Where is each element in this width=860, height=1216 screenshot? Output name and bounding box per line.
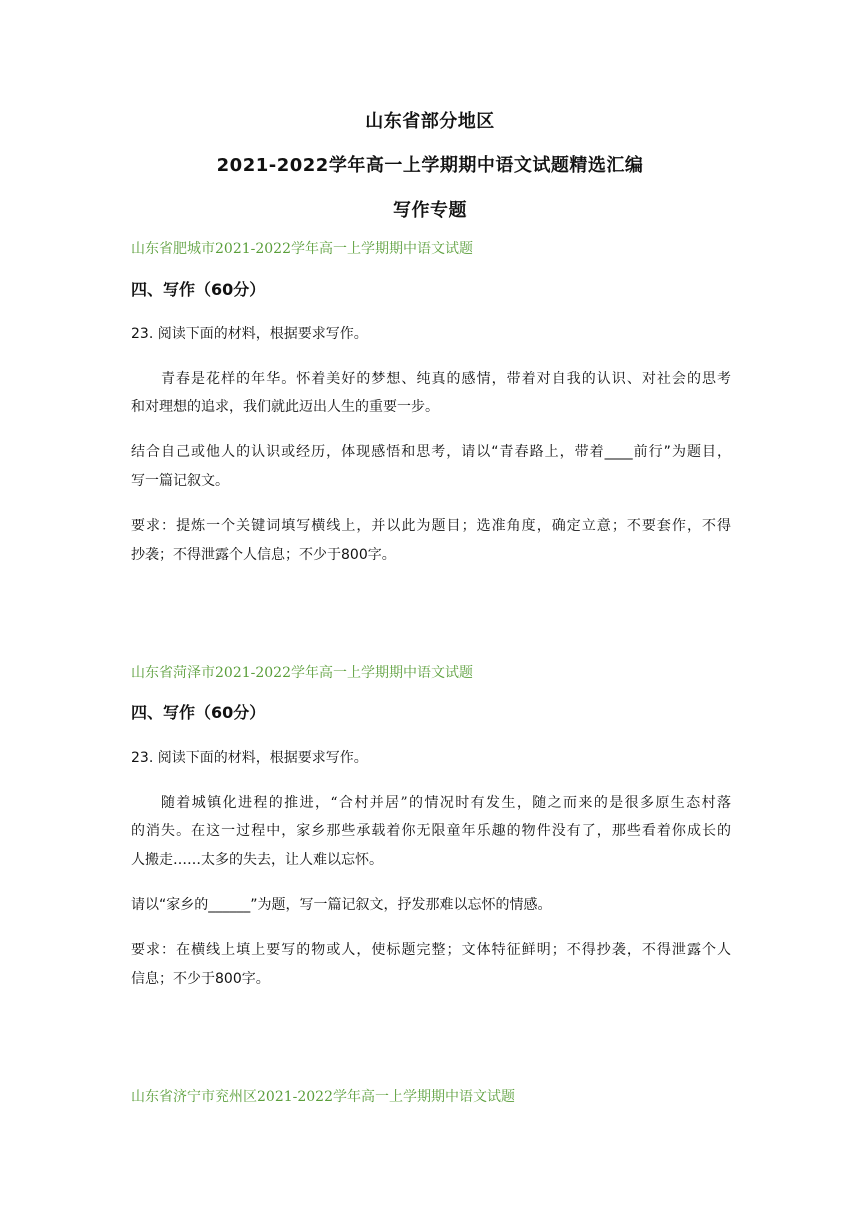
section-2-heading: 四、写作（60分） [131,703,266,722]
section-1-requirement-line-1: 要求：提炼一个关键词填写横线上，并以此为题目；选准角度，确定立意；不要套作，不得 [131,518,731,534]
section-2-requirement-line-1: 要求：在横线上填上要写的物或人，使标题完整；文体特征鲜明；不得抄袭，不得泄露个人 [131,942,731,958]
section-2-source: 山东省菏泽市2021-2022学年高一上学期期中语文试题 [131,665,473,681]
section-1-prompt-line-2: 写一篇记叙文。 [131,473,229,489]
section-2-question: 23. 阅读下面的材料，根据要求写作。 [131,750,368,766]
section-1-heading: 四、写作（60分） [131,280,266,299]
section-2-material-line-2: 的消失。在这一过程中，家乡那些承载着你无限童年乐趣的物件没有了，那些看着你成长的 [131,823,731,839]
section-2-requirement-line-2: 信息；不少于800字。 [131,971,270,987]
section-1-source: 山东省肥城市2021-2022学年高一上学期期中语文试题 [131,241,473,257]
doc-title-topic: 写作专题 [393,200,467,221]
section-1-requirement-line-2: 抄袭；不得泄露个人信息；不少于800字。 [131,547,396,563]
section-2-prompt-line-1: 请以“家乡的______”为题，写一篇记叙文，抒发那难以忘怀的情感。 [131,897,552,913]
section-3-source: 山东省济宁市兖州区2021-2022学年高一上学期期中语文试题 [131,1089,515,1105]
doc-title-region: 山东省部分地区 [365,111,495,132]
section-2-material-line-1: 随着城镇化进程的推进，“合村并居”的情况时有发生，随之而来的是很多原生态村落 [161,795,731,811]
section-1-material-line-2: 和对理想的追求，我们就此迈出人生的重要一步。 [131,399,439,415]
section-2-material-line-3: 人搬走……太多的失去，让人难以忘怀。 [131,852,383,868]
section-1-prompt-line-1: 结合自己或他人的认识或经历，体现感悟和思考，请以“青春路上，带着____前行”为题目， [131,444,731,460]
section-1-material-line-1: 青春是花样的年华。怀着美好的梦想、纯真的感情，带着对自我的认识、对社会的思考 [161,371,731,387]
doc-title-main: 2021-2022学年高一上学期期中语文试题精选汇编 [216,155,644,176]
section-1-question: 23. 阅读下面的材料，根据要求写作。 [131,326,368,342]
